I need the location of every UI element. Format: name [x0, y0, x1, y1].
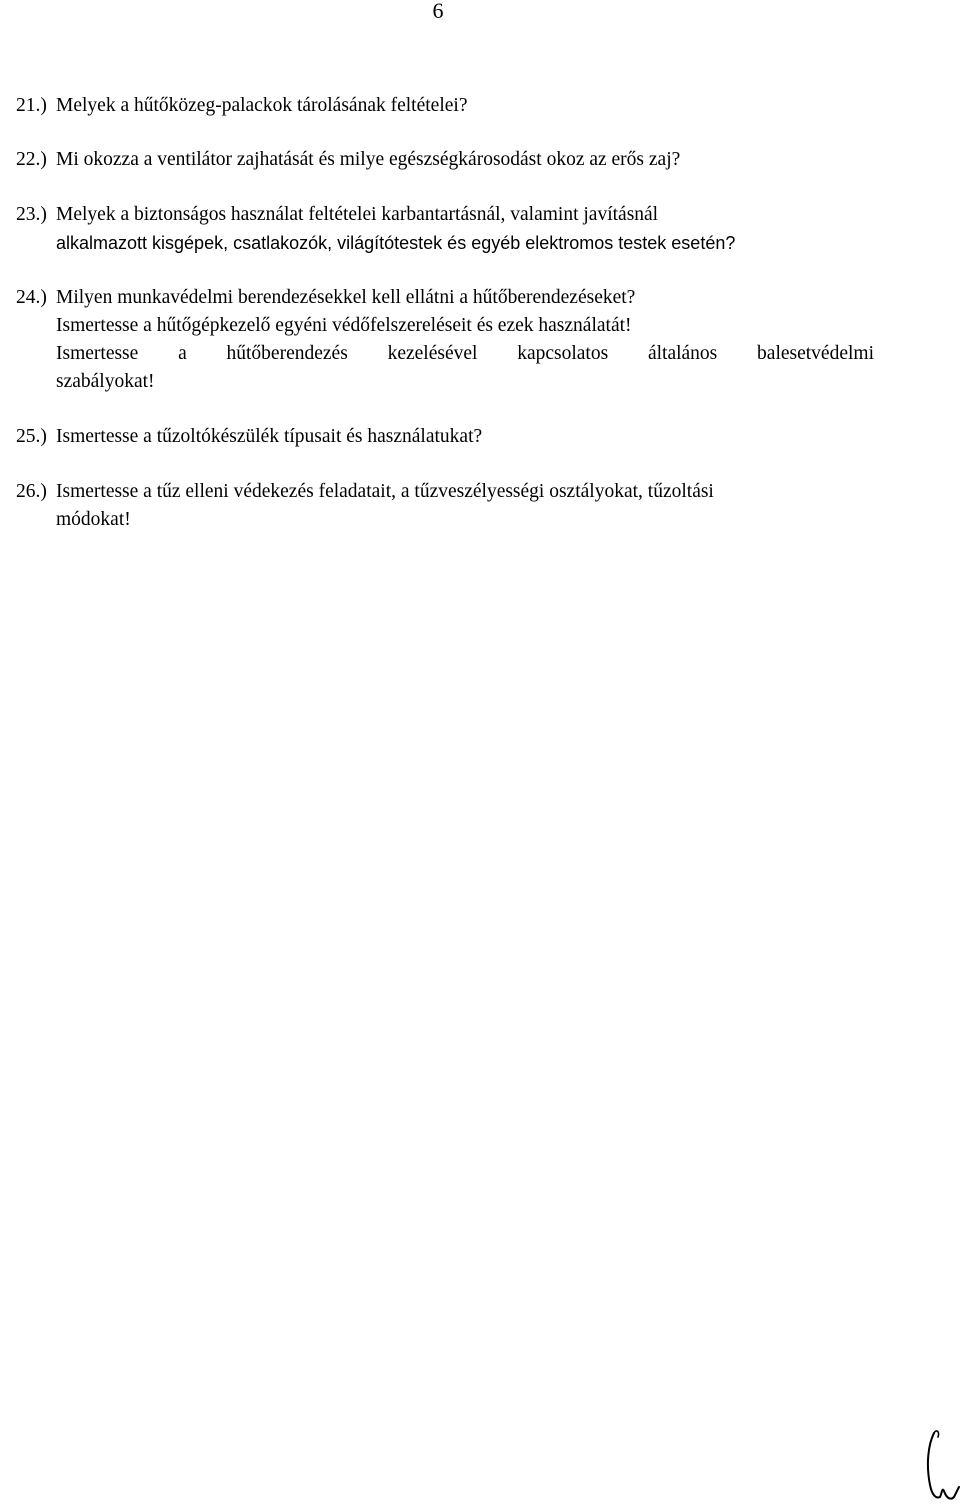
question-number: 24.) [16, 287, 47, 308]
question-number: 21.) [16, 95, 47, 116]
question-number: 22.) [16, 149, 47, 170]
question-number: 25.) [16, 426, 47, 447]
question-text: Melyek a biztonságos használat feltételei karbantartásnál, valamint javításnál alkalmazott kisgépek, csatlakozók, világítótestek és egyéb elektromos testek esetén? [56, 204, 736, 253]
question-text: Ismertesse a tűz elleni védekezés feladatait, a tűzveszélyességi osztályokat, tűzoltási módokat! [56, 481, 714, 530]
question-text: Ismertesse a tűzoltókészülék típusait és használatukat? [56, 426, 483, 447]
question-text: Milyen munkavédelmi berendezésekkel kell ellátni a hűtőberendezéseket? Ismertesse a hűtőgépkezelő egyéni védőfelszereléseit és ezek használatát! Ismertesse a hűtőberendezés kezelésével kapcsolatos általános balesetvédelmi szabályokat! [56, 287, 874, 392]
question-number: 26.) [16, 481, 47, 502]
question-text: Melyek a hűtőközeg-palackok tárolásának feltételei? [56, 95, 468, 116]
question-text: Mi okozza a ventilátor zajhatását és milye egészségkárosodást okoz az erős zaj? [56, 149, 681, 170]
question-number: 23.) [16, 204, 47, 225]
page-number: 6 [432, 0, 444, 23]
handwritten-signature [918, 1425, 960, 1505]
